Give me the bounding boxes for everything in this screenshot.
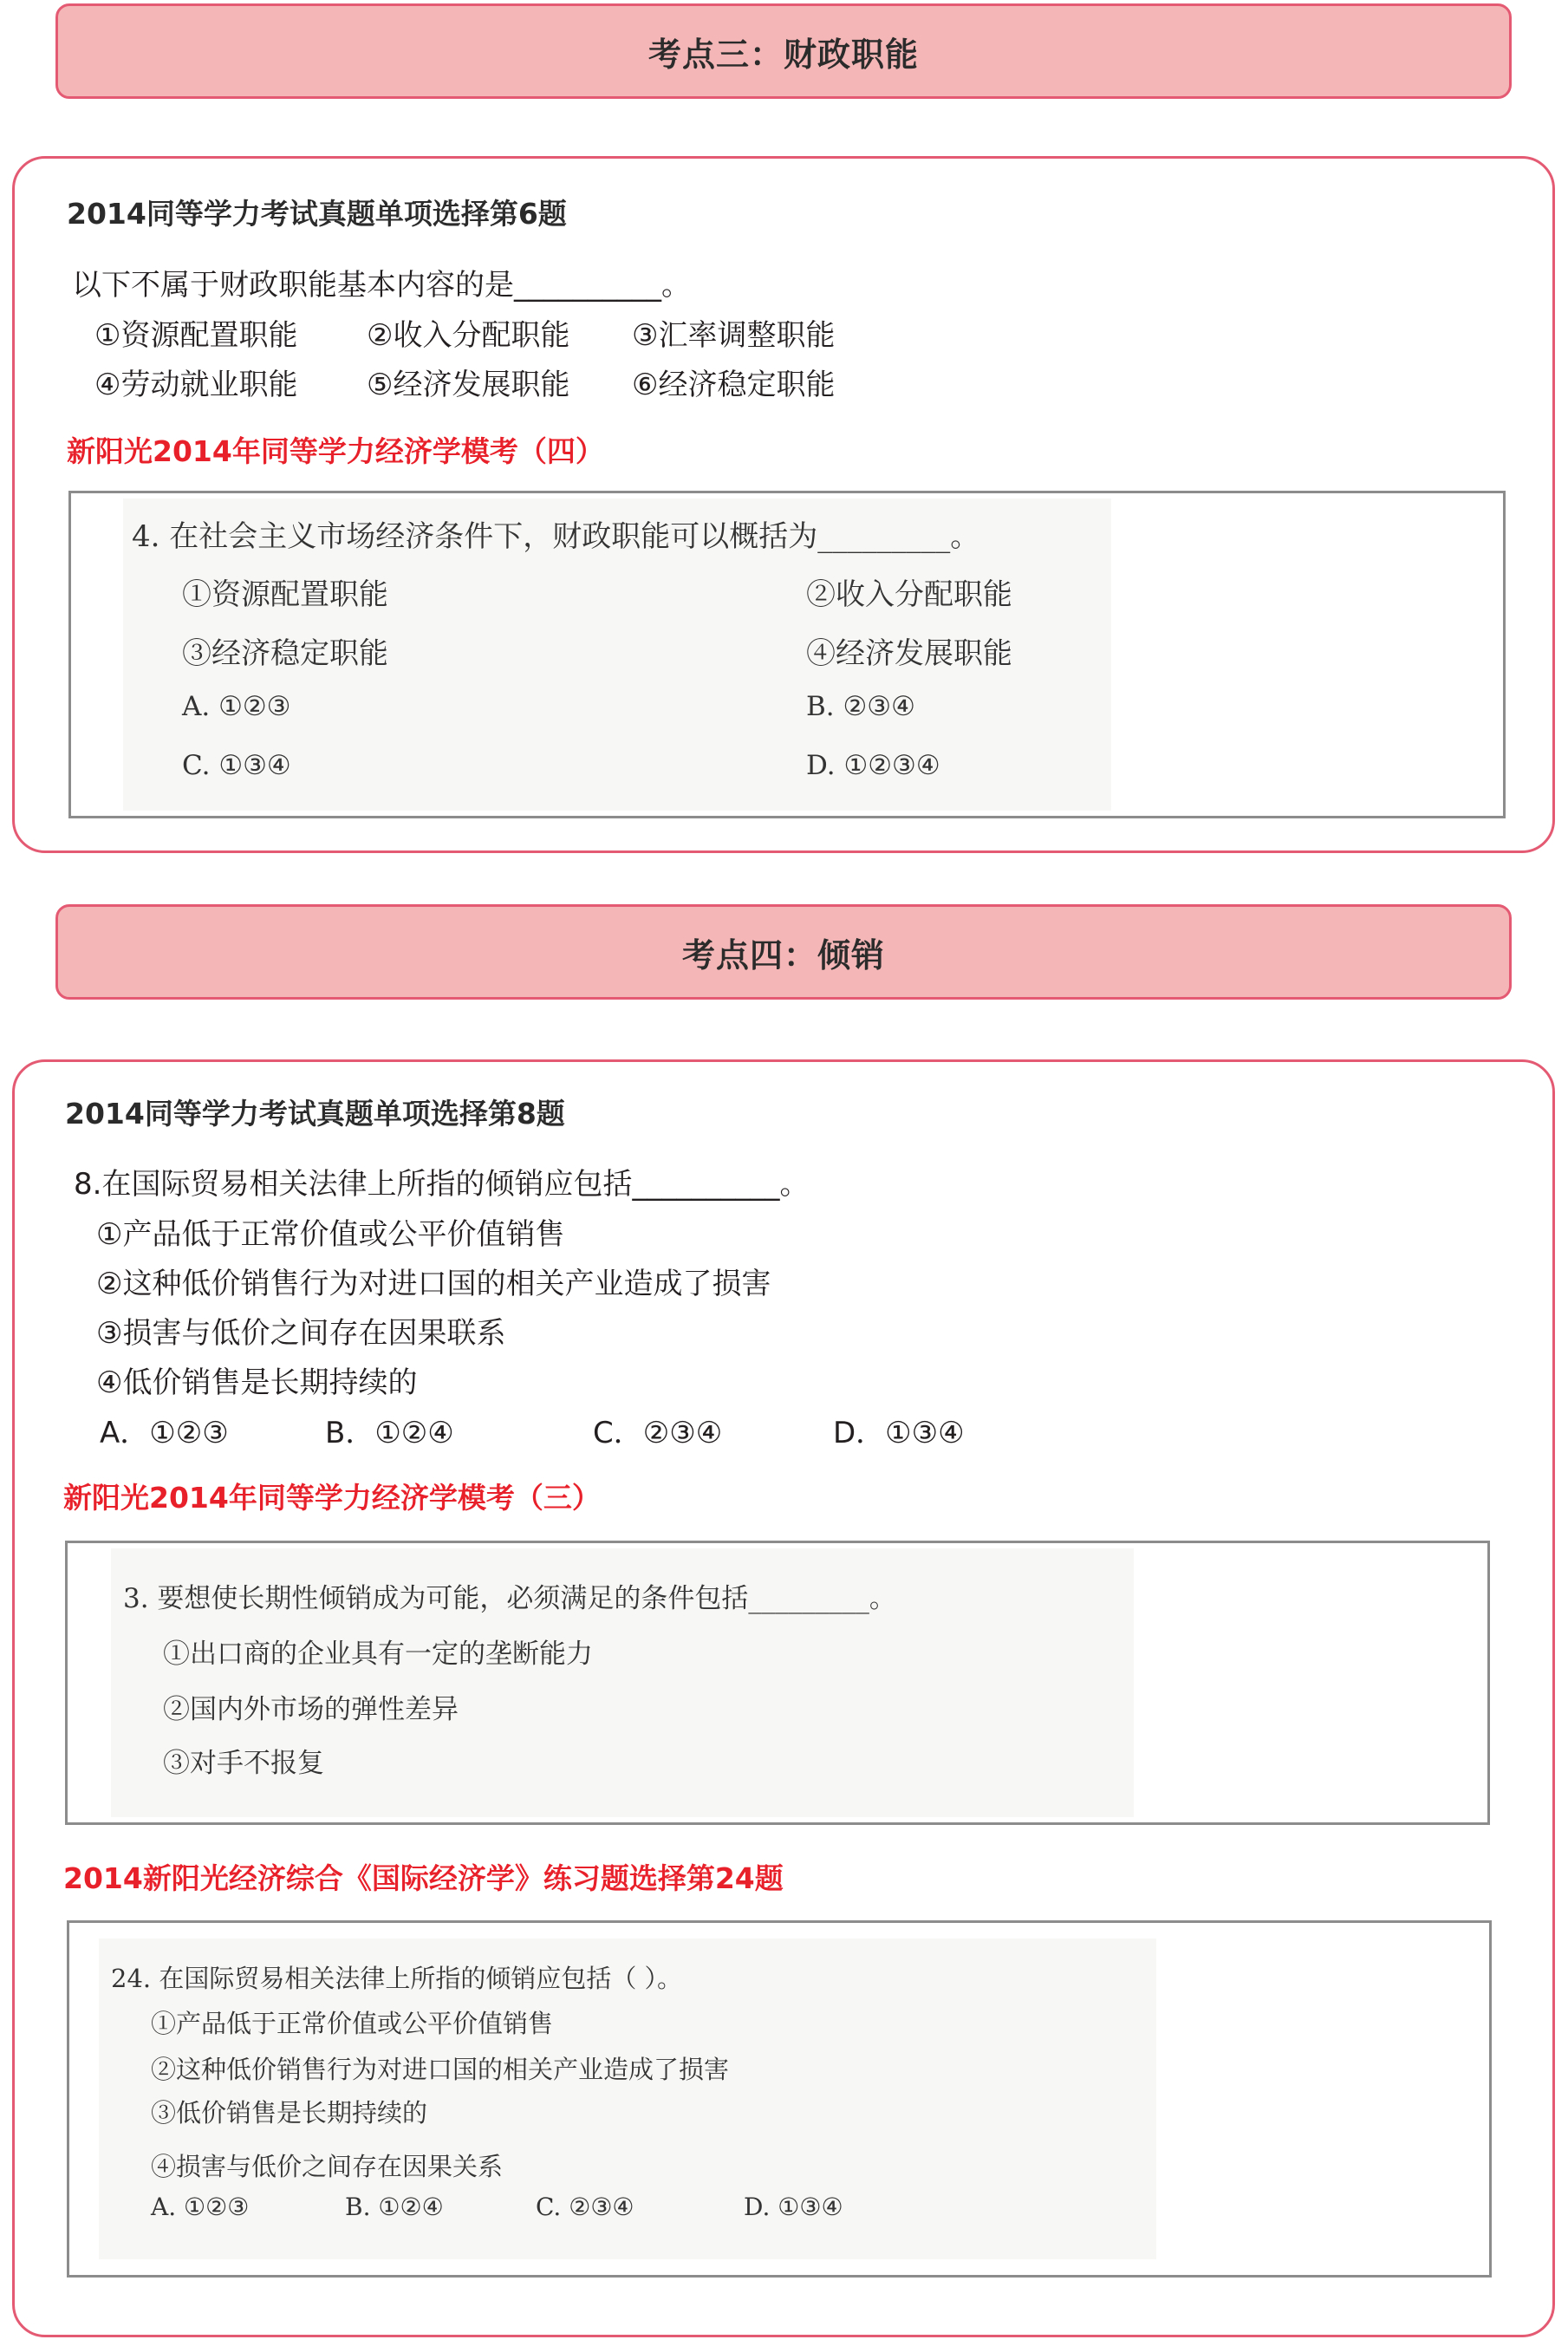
section-banner-dumping (55, 904, 1512, 1000)
scan-answer: B. ②③④ (806, 691, 915, 722)
mock-exam-heading: 新阳光2014年同等学力经济学模考（三） (63, 1481, 601, 1515)
question-text: 8.在国际贸易相关法律上所指的倾销应包括__________。 (74, 1167, 810, 1202)
scan-question: 4. 在社会主义市场经济条件下，财政职能可以概括为_________。 (132, 519, 980, 554)
scan-answer: A. ①②③ (151, 2193, 250, 2221)
scan-option: ①资源配置职能 (182, 577, 388, 612)
question-item: ②这种低价销售行为对进口国的相关产业造成了损害 (96, 1267, 771, 1301)
scan-option: ③对手不报复 (163, 1748, 324, 1779)
question-item: ①产品低于正常价值或公平价值销售 (96, 1217, 565, 1252)
scan-option: ①出口商的企业具有一定的垄断能力 (163, 1639, 593, 1670)
scan-option: ②这种低价销售行为对进口国的相关产业造成了损害 (151, 2055, 730, 2084)
scan-answer: D. ①③④ (744, 2193, 843, 2221)
answer-option: B．①②④ (325, 1416, 454, 1450)
answer-option: D．①③④ (833, 1416, 965, 1450)
banner-title: 考点三：财政职能 (647, 35, 919, 74)
scan-option: ④经济发展职能 (806, 636, 1012, 671)
scan-option: ④损害与低价之间存在因果关系 (151, 2152, 504, 2181)
section-card-dumping (12, 1059, 1555, 2337)
scan-answer: C. ②③④ (536, 2193, 634, 2221)
question-item: ③损害与低价之间存在因果联系 (96, 1316, 506, 1351)
practice-question-scan (67, 1920, 1492, 2278)
scan-option: ②国内外市场的弹性差异 (163, 1694, 459, 1725)
scan-option: ①产品低于正常价值或公平价值销售 (151, 2009, 554, 2038)
option: ②收入分配职能 (367, 318, 570, 353)
practice-heading: 2014新阳光经济综合《国际经济学》练习题选择第24题 (63, 1861, 784, 1895)
exam-heading: 2014同等学力考试真题单项选择第6题 (67, 197, 567, 231)
scan-question: 3. 要想使长期性倾销成为可能，必须满足的条件包括_________。 (123, 1583, 896, 1614)
scan-answer: C. ①③④ (182, 750, 291, 781)
option: ⑤经济发展职能 (367, 368, 570, 402)
option: ⑥经济稳定职能 (632, 368, 836, 402)
question-text: 以下不属于财政职能基本内容的是__________。 (72, 268, 691, 303)
mock-exam-heading: 新阳光2014年同等学力经济学模考（四） (67, 434, 604, 468)
scan-option: ②收入分配职能 (806, 577, 1012, 612)
option: ①资源配置职能 (94, 318, 298, 353)
question-item: ④低价销售是长期持续的 (96, 1365, 418, 1400)
mock-question-scan (65, 1541, 1490, 1825)
scan-answer: D. ①②③④ (806, 750, 940, 781)
scan-option: ③经济稳定职能 (182, 636, 388, 671)
mock-question-scan (68, 491, 1506, 818)
banner-title: 考点四：倾销 (681, 935, 885, 974)
scan-answer: A. ①②③ (182, 691, 291, 722)
scan-question: 24. 在国际贸易相关法律上所指的倾销应包括（ ）。 (111, 1964, 683, 1993)
answer-option: A．①②③ (100, 1416, 229, 1450)
option: ④劳动就业职能 (94, 368, 298, 402)
section-banner-finance-functions (55, 3, 1512, 99)
answer-option: C．②③④ (593, 1416, 723, 1450)
section-card-finance-functions (12, 156, 1555, 853)
exam-heading: 2014同等学力考试真题单项选择第8题 (65, 1097, 565, 1131)
option: ③汇率调整职能 (632, 318, 836, 353)
scan-answer: B. ①②④ (345, 2193, 444, 2221)
scan-option: ③低价销售是长期持续的 (151, 2098, 428, 2128)
